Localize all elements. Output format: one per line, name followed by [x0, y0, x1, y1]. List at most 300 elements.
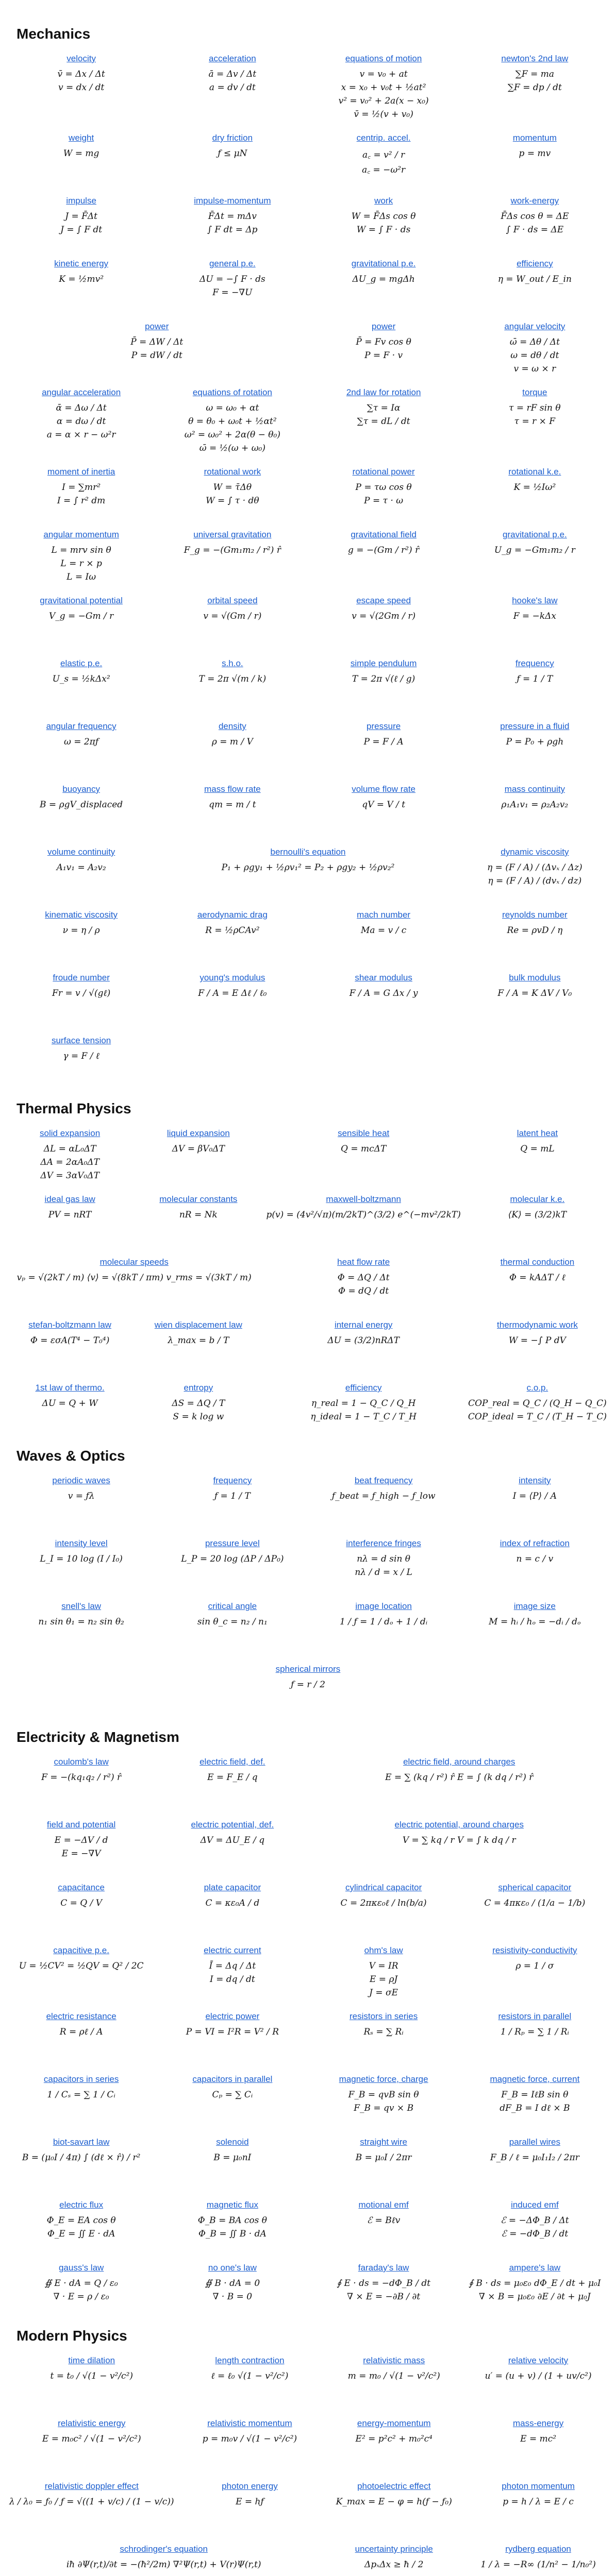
formula-link[interactable]: capacitors in parallel [192, 2074, 273, 2084]
equation-group [266, 1144, 460, 1154]
formula-link[interactable]: sensible heat [338, 1128, 390, 1138]
formula-link[interactable]: length contraction [215, 2355, 285, 2365]
formula-link[interactable]: no one's law [208, 2263, 257, 2273]
formula-link[interactable]: rydberg equation [505, 2544, 571, 2554]
equation-group [138, 1335, 259, 1346]
equation: J = σE [369, 1988, 398, 1998]
formula-card [9, 2481, 174, 2531]
equation: η_real = 1 − Q_C / Q_H [311, 1398, 416, 1409]
equation-group [9, 1144, 130, 1181]
formula-link[interactable]: latent heat [517, 1128, 558, 1138]
formula-card [9, 721, 153, 771]
equation: u′ = (u + v) / (1 + uv/c²) [485, 2371, 592, 2381]
equation-group [312, 211, 456, 235]
equation-group [160, 1617, 304, 1627]
formula-card [312, 1820, 607, 1869]
formula-link[interactable]: volume flow rate [352, 784, 416, 794]
equation-group [160, 2278, 304, 2302]
formula-link[interactable]: critical angle [208, 1601, 257, 1611]
formula-link[interactable]: mass continuity [504, 784, 565, 794]
equation: v = ƒλ [68, 1491, 95, 1501]
formula-link[interactable]: entropy [184, 1383, 213, 1393]
formula-link[interactable]: beat frequency [354, 1476, 413, 1485]
formula-link[interactable]: gravitational p.e. [503, 530, 567, 539]
formula-link[interactable]: kinematic viscosity [45, 910, 118, 920]
equation-group [9, 2497, 174, 2507]
equation-group [9, 2090, 153, 2100]
formula-link[interactable]: photon momentum [502, 2481, 575, 2491]
equation: F = −kΔx [513, 611, 556, 621]
formula-link[interactable]: magnetic force, current [490, 2074, 580, 2084]
formula-link[interactable]: power [371, 321, 396, 331]
equation: Ma = v / c [360, 925, 407, 936]
formula-card [9, 321, 305, 374]
formula-link[interactable]: electric resistance [46, 2011, 116, 2021]
formula-link[interactable]: aerodynamic drag [197, 910, 268, 920]
equation-group [463, 148, 607, 159]
formula-link[interactable]: relativistic momentum [207, 2418, 292, 2428]
formula-link[interactable]: frequency [515, 658, 554, 668]
formula-link[interactable]: orbital speed [207, 596, 258, 605]
equation-group [160, 211, 304, 235]
formula-link[interactable]: rotational power [352, 467, 415, 477]
formula-link[interactable]: density [218, 721, 246, 731]
formula-link[interactable]: capacitance [58, 1883, 105, 1892]
formula-card [9, 1257, 259, 1307]
formula-card [266, 1383, 460, 1432]
formula-link[interactable]: ampere's law [509, 2263, 561, 2273]
formula-link[interactable]: solid expansion [40, 1128, 101, 1138]
formula-link[interactable]: surface tension [51, 1036, 111, 1045]
equation: K = ½mv² [59, 274, 104, 284]
equation: a꜀ = v² / r [362, 150, 405, 160]
formula-card [9, 133, 153, 182]
formula-link[interactable]: molecular k.e. [510, 1194, 565, 1204]
formula-link[interactable]: electric flux [59, 2200, 104, 2210]
equation: ∇ · B = 0 [212, 2292, 253, 2302]
equation-group [463, 1898, 607, 1908]
formula-link[interactable]: elastic p.e. [60, 658, 103, 668]
formula-card [312, 910, 456, 959]
equation: ∑F = ma [515, 69, 554, 79]
formula-link[interactable]: universal gravitation [193, 530, 272, 539]
equation-group [9, 2434, 174, 2444]
formula-link[interactable]: buoyancy [62, 784, 101, 794]
formula-card [181, 2481, 319, 2531]
formula-link[interactable]: 2nd law for rotation [346, 387, 421, 397]
formula-link[interactable]: pressure [367, 721, 401, 731]
formula-link[interactable]: cylindrical capacitor [345, 1883, 422, 1892]
formula-card [463, 721, 607, 771]
equation-group [312, 274, 456, 284]
equation: J = ∫ F dt [60, 225, 103, 235]
equation-group [9, 737, 153, 747]
equation: a꜀ = −ω²r [362, 165, 406, 175]
formula-card [463, 259, 607, 308]
formula-link[interactable]: efficiency [345, 1383, 382, 1393]
equation: p = m₀v / √(1 − v²/c²) [202, 2434, 297, 2444]
formula-link[interactable]: resistors in parallel [498, 2011, 572, 2021]
formula-link[interactable]: intensity [519, 1476, 551, 1485]
equation: Φ = dQ / dt [338, 1286, 389, 1296]
formula-card [312, 721, 456, 771]
formula-grid [9, 1757, 607, 2312]
formula-link[interactable]: gravitational p.e. [351, 259, 416, 268]
formula-link[interactable]: magnetic force, charge [339, 2074, 428, 2084]
formula-card [9, 2200, 153, 2249]
formula-link[interactable]: relativistic mass [363, 2355, 425, 2365]
formula-link[interactable]: faraday's law [358, 2263, 409, 2273]
equation-group [463, 211, 607, 235]
formula-link[interactable]: field and potential [46, 1820, 116, 1829]
formula-link[interactable]: spherical capacitor [498, 1883, 572, 1892]
equation-group [312, 148, 456, 175]
formula-link[interactable]: gauss's law [58, 2263, 104, 2273]
formula-link[interactable]: equations of rotation [192, 387, 272, 397]
equation-group [312, 2153, 456, 2163]
formula-link[interactable]: schrodinger's equation [120, 2544, 208, 2554]
formula-link[interactable]: ohm's law [364, 1945, 403, 1955]
formula-link[interactable]: intensity level [55, 1538, 108, 1548]
formula-link[interactable]: motional emf [358, 2200, 409, 2210]
equation: ΔS = ΔQ / T [172, 1398, 225, 1409]
formula-link[interactable]: bulk modulus [509, 973, 561, 982]
formula-link[interactable]: relative velocity [508, 2355, 569, 2365]
formula-card [138, 1128, 259, 1181]
formula-card [160, 196, 304, 245]
formula-link[interactable]: wien displacement law [154, 1320, 242, 1330]
formula-link[interactable]: image size [513, 1601, 556, 1611]
formula-link[interactable]: magnetic flux [206, 2200, 258, 2210]
equation-group [9, 148, 153, 159]
formula-card [463, 847, 607, 896]
equation-group [9, 545, 153, 582]
equation-group [468, 1335, 607, 1346]
formula-link[interactable]: photoelectric effect [357, 2481, 431, 2491]
equation: Φ_B = ∬ B · dA [198, 2229, 267, 2239]
equation: qm = m / t [209, 800, 256, 810]
equation: W = τ̄Δθ [213, 482, 252, 493]
equation-group [160, 2090, 304, 2100]
formula-card [312, 1476, 456, 1525]
equation-group [9, 1617, 153, 1627]
formula-link[interactable]: work-energy [510, 196, 559, 206]
equation-group [463, 545, 607, 555]
formula-link[interactable]: electric power [205, 2011, 260, 2021]
equation-group [9, 862, 153, 873]
formula-link[interactable]: general p.e. [209, 259, 256, 268]
formula-card [9, 1538, 153, 1588]
equation: M = hᵢ / hₒ = −dᵢ / dₒ [489, 1617, 581, 1627]
formula-link[interactable]: efficiency [517, 259, 553, 268]
formula-card [160, 1883, 304, 1932]
formula-card [468, 1194, 607, 1244]
formula-link[interactable]: momentum [512, 133, 557, 143]
equation-group [312, 2215, 456, 2226]
formula-link[interactable]: interference fringes [346, 1538, 421, 1548]
equation-group [160, 737, 304, 747]
equation-group [312, 925, 456, 936]
equation: v = √(Gm / r) [203, 611, 262, 621]
formula-link[interactable]: rotational work [204, 467, 261, 477]
formula-link[interactable]: ideal gas law [44, 1194, 95, 1204]
formula-link[interactable]: photon energy [222, 2481, 278, 2491]
equation: Re = ρvD / η [507, 925, 563, 936]
formula-link[interactable]: reynolds number [502, 910, 568, 920]
formula-link[interactable]: gravitational potential [40, 596, 123, 605]
formula-link[interactable]: electric field, def. [199, 1757, 265, 1767]
formula-card [312, 1757, 607, 1806]
formula-link[interactable]: biot-savart law [53, 2137, 110, 2147]
equation-group [9, 1398, 130, 1409]
formula-link[interactable]: thermodynamic work [497, 1320, 578, 1330]
formula-link[interactable]: parallel wires [509, 2137, 560, 2147]
formula-link[interactable]: straight wire [360, 2137, 407, 2147]
formula-link[interactable]: liquid expansion [167, 1128, 230, 1138]
formula-link[interactable]: energy-momentum [357, 2418, 431, 2428]
formula-card [312, 2011, 456, 2061]
equation-group [325, 2371, 462, 2381]
formula-link[interactable]: angular momentum [43, 530, 119, 539]
formula-link[interactable]: dry friction [212, 133, 253, 143]
equation-group [312, 1554, 456, 1578]
formula-card [266, 1128, 460, 1181]
equation: V_g = −Gm / r [48, 611, 114, 621]
formula-card [266, 1257, 460, 1307]
formula-card [9, 196, 153, 245]
formula-link[interactable]: mass flow rate [204, 784, 261, 794]
equation: ω = ω₀ + αt [206, 403, 259, 413]
formula-card [160, 721, 304, 771]
formula-card [9, 2355, 174, 2405]
formula-link[interactable]: volume continuity [47, 847, 115, 857]
equation: F̄Δt = mΔv [208, 211, 257, 222]
equation-group [463, 2090, 607, 2113]
equation: C = 4πκε₀ / (1/a − 1/b) [484, 1898, 586, 1908]
formula-card [312, 973, 456, 1022]
formula-link[interactable]: bernoulli's equation [270, 847, 346, 857]
equation: F / A = K ΔV / V₀ [497, 988, 572, 998]
formula-link[interactable]: simple pendulum [350, 658, 417, 668]
equation: 1 / Cₛ = ∑ 1 / Cᵢ [47, 2090, 115, 2100]
equation: U_s = ½kΔx² [52, 674, 110, 684]
formula-link[interactable]: newton's 2nd law [501, 54, 569, 63]
formula-link[interactable]: solenoid [216, 2137, 249, 2147]
equation: ω̄ = Δθ / Δt [509, 337, 560, 347]
formula-grid [9, 2355, 607, 2576]
equation: v = √(2Gm / r) [352, 611, 416, 621]
formula-link[interactable]: mass-energy [512, 2418, 564, 2428]
formula-link[interactable]: electric current [204, 1945, 261, 1955]
formula-link[interactable]: relativistic doppler effect [44, 2481, 139, 2491]
equation: ΔpₓΔx ≥ ħ / 2 [364, 2560, 424, 2570]
formula-link[interactable]: maxwell-boltzmann [326, 1194, 401, 1204]
formula-link[interactable]: escape speed [356, 596, 411, 605]
equation: ∑F = dp / dt [507, 82, 562, 93]
formula-link[interactable]: resistivity-conductivity [492, 1945, 577, 1955]
equation: η = (F / A) / (dvₓ / dz) [488, 876, 582, 886]
formula-link[interactable]: impulse [66, 196, 96, 206]
formula-link[interactable]: uncertainty principle [355, 2544, 433, 2554]
formula-link[interactable]: angular velocity [504, 321, 565, 331]
formula-card [312, 1601, 456, 1651]
equation: v = dx / dt [58, 82, 105, 93]
formula-link[interactable]: time dilation [68, 2355, 115, 2365]
formula-card [463, 596, 607, 645]
formula-link[interactable]: pressure in a fluid [500, 721, 570, 731]
formula-link[interactable]: equations of motion [345, 54, 422, 63]
formula-link[interactable]: centrip. accel. [356, 133, 411, 143]
formula-link[interactable]: resistors in series [349, 2011, 418, 2021]
formula-link[interactable]: acceleration [209, 54, 256, 63]
equation: P̄ = Fv cos θ [356, 337, 411, 347]
equation: E = ρJ [369, 1974, 398, 1985]
formula-card [463, 973, 607, 1022]
equation: Φ = εσA(T⁴ − T₀⁴) [30, 1335, 110, 1346]
equation: B = ρgV_displaced [40, 800, 123, 810]
formula-card [181, 2355, 319, 2405]
equation: U_g = −Gm₁m₂ / r [494, 545, 575, 555]
section-title: Mechanics [16, 26, 91, 42]
formula-link[interactable]: s.h.o. [222, 658, 243, 668]
formula-link[interactable]: molecular speeds [99, 1257, 169, 1267]
formula-link[interactable]: hooke's law [512, 596, 558, 605]
equation-group [470, 2371, 607, 2381]
section-title: Waves & Optics [16, 1448, 125, 1464]
formula-link[interactable]: periodic waves [52, 1476, 110, 1485]
equation-group [9, 1210, 130, 1220]
equation-group [9, 1680, 607, 1690]
equation-group [325, 2560, 462, 2570]
formula-link[interactable]: angular frequency [46, 721, 116, 731]
formula-link[interactable]: moment of inertia [47, 467, 115, 477]
equation: ℰ = −dΦ_B / dt [501, 2229, 569, 2239]
formula-link[interactable]: coulomb's law [54, 1757, 109, 1767]
formula-link[interactable]: relativistic energy [58, 2418, 126, 2428]
equation-group [312, 737, 456, 747]
equation: K = ½Iω² [513, 482, 556, 493]
formula-link[interactable]: rotational k.e. [508, 467, 561, 477]
formula-card [463, 2074, 607, 2124]
equation: B = μ₀nI [213, 2153, 252, 2163]
equation: J = F̄Δt [65, 211, 98, 222]
equation-group [312, 2278, 456, 2302]
formula-link[interactable]: electric field, around charges [403, 1757, 515, 1767]
formula-link[interactable]: heat flow rate [337, 1257, 390, 1267]
equation: 1 / Rₚ = ∑ 1 / Rᵢ [500, 2027, 569, 2037]
formula-link[interactable]: shear modulus [355, 973, 412, 982]
equation-group [160, 1772, 304, 1783]
equation: ℰ = −ΔΦ_B / Δt [501, 2215, 569, 2226]
equation-group [9, 2153, 153, 2163]
formula-card [325, 2481, 462, 2531]
formula-card [9, 2011, 153, 2061]
formula-link[interactable]: weight [69, 133, 94, 143]
formula-link[interactable]: kinetic energy [54, 259, 109, 268]
formula-link[interactable]: induced emf [511, 2200, 559, 2210]
equation-group [160, 1898, 304, 1908]
formula-link[interactable]: power [145, 321, 169, 331]
equation-group [463, 403, 607, 427]
equation: Φ = ΔQ / Δt [337, 1273, 390, 1283]
formula-link[interactable]: angular acceleration [42, 387, 121, 397]
formula-card [9, 1383, 130, 1432]
formula-link[interactable]: image location [355, 1601, 412, 1611]
formula-link[interactable]: spherical mirrors [275, 1664, 341, 1674]
formula-link[interactable]: young's modulus [199, 973, 265, 982]
equation: I = dq / dt [209, 1974, 255, 1985]
formula-card [9, 784, 153, 834]
equation-group [160, 674, 304, 684]
formula-link[interactable]: dynamic viscosity [501, 847, 569, 857]
formula-link[interactable]: velocity [66, 54, 96, 63]
equation: ΔA = 2αA₀ΔT [40, 1157, 99, 1167]
equation-group [9, 2278, 153, 2302]
equation: F = −∇U [212, 287, 253, 298]
formula-link[interactable]: froude number [53, 973, 110, 982]
formula-link[interactable]: plate capacitor [204, 1883, 261, 1892]
formula-link[interactable]: torque [522, 387, 547, 397]
formula-link[interactable]: impulse-momentum [194, 196, 271, 206]
equation-group [266, 1335, 460, 1346]
equation-group [181, 2497, 319, 2507]
formula-link[interactable]: pressure level [205, 1538, 260, 1548]
equation: P = F / A [363, 737, 404, 747]
equation-group [312, 1835, 607, 1845]
formula-link[interactable]: thermal conduction [500, 1257, 575, 1267]
equation: nR = Nk [179, 1210, 218, 1220]
formula-card [312, 658, 456, 708]
formula-link[interactable]: capacitors in series [43, 2074, 119, 2084]
formula-link[interactable]: gravitational field [351, 530, 417, 539]
equation: F / A = G Δx / y [349, 988, 418, 998]
equation: ā = Δv / Δt [208, 69, 257, 79]
equation: ν = η / ρ [62, 925, 100, 936]
equation: p = h / λ = E / c [503, 2497, 574, 2507]
equation: α = dω / dt [56, 416, 106, 427]
formula-card [463, 1945, 607, 1998]
formula-link[interactable]: work [374, 196, 393, 206]
formula-link[interactable]: index of refraction [500, 1538, 570, 1548]
formula-link[interactable]: stefan-boltzmann law [28, 1320, 111, 1330]
formula-card [160, 2011, 304, 2061]
equation: W = F̄Δs cos θ [351, 211, 416, 222]
formula-link[interactable]: snell's law [61, 1601, 102, 1611]
formula-link[interactable]: electric potential, around charges [394, 1820, 524, 1829]
formula-link[interactable]: mach number [357, 910, 411, 920]
formula-card [9, 910, 153, 959]
formula-link[interactable]: frequency [213, 1476, 252, 1485]
formula-card [160, 54, 304, 120]
formula-card [312, 133, 456, 182]
equation: P̄ = ΔW / Δt [130, 337, 184, 347]
formula-link[interactable]: internal energy [334, 1320, 393, 1330]
formula-link[interactable]: capacitive p.e. [53, 1945, 109, 1955]
equation: a = dv / dt [209, 82, 256, 93]
equation: T = 2π √(m / k) [198, 674, 267, 684]
formula-link[interactable]: 1st law of thermo. [35, 1383, 105, 1393]
equation: ΔU_g = mgΔh [352, 274, 415, 284]
formula-link[interactable]: molecular constants [159, 1194, 238, 1204]
equation: F_B / ℓ = μ₀I₁I₂ / 2πr [490, 2153, 579, 2163]
equation-group [463, 1554, 607, 1564]
equation-group [463, 1617, 607, 1627]
equation: C = 2πκε₀ℓ / ln(b/a) [340, 1898, 427, 1908]
formula-card [9, 2418, 174, 2468]
formula-link[interactable]: electric potential, def. [191, 1820, 274, 1829]
formula-link[interactable]: c.o.p. [526, 1383, 548, 1393]
formula-card [312, 530, 456, 582]
